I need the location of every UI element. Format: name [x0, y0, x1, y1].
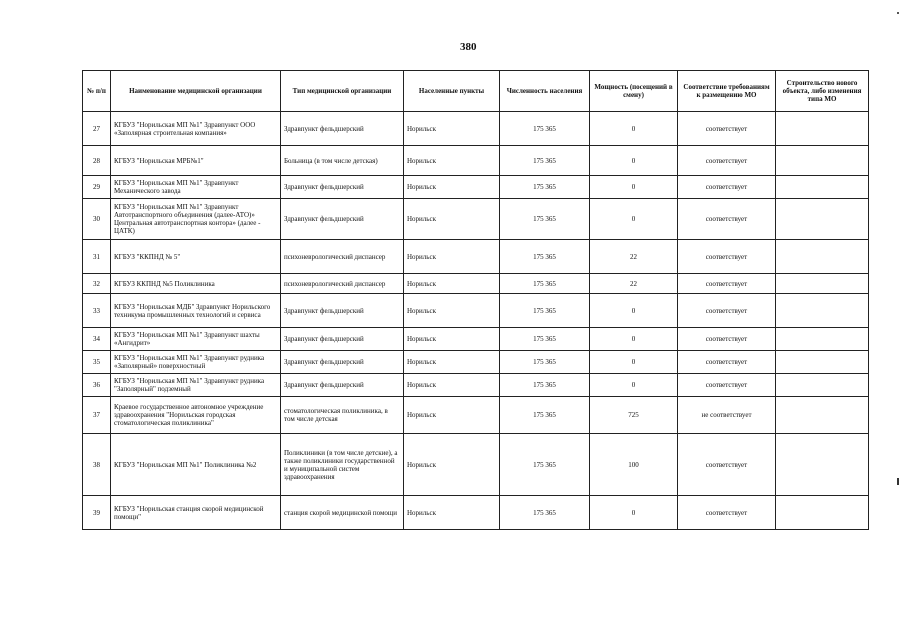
compliance-cell: соответствует [678, 274, 776, 294]
construction-cell [776, 351, 869, 374]
capacity-cell: 0 [590, 496, 678, 530]
capacity-cell: 22 [590, 240, 678, 274]
capacity-cell: 0 [590, 328, 678, 351]
org-name-cell: КГБУЗ "Норильская МП №1" Здравпункт ООО «Заполярная строительная компания» [111, 112, 281, 146]
org-type-cell: станция скорой медицинской помощи [281, 496, 404, 530]
compliance-cell: не соответствует [678, 397, 776, 434]
row-num-cell: 37 [83, 397, 111, 434]
org-type-cell: психоневрологический диспансер [281, 274, 404, 294]
row-num-cell: 39 [83, 496, 111, 530]
row-num-cell: 32 [83, 274, 111, 294]
table-row [83, 146, 869, 176]
table-row [83, 199, 869, 240]
org-name-cell: КГБУЗ "Норильская станция скорой медицинской помощи" [111, 496, 281, 530]
header-locality: Населенные пункты [404, 71, 500, 112]
org-type-cell: Здравпункт фельдшерский [281, 199, 404, 240]
header-name: Наименование медицинской организации [111, 71, 281, 112]
population-cell: 175 365 [500, 434, 590, 496]
compliance-cell: соответствует [678, 199, 776, 240]
construction-cell [776, 112, 869, 146]
org-type-cell: Здравпункт фельдшерский [281, 176, 404, 199]
capacity-cell: 0 [590, 294, 678, 328]
construction-cell [776, 328, 869, 351]
construction-cell [776, 176, 869, 199]
table-row [83, 294, 869, 328]
org-name-cell: КГБУЗ "Норильская МП №1" Здравпункт шахты «Ангидрит» [111, 328, 281, 351]
header-num: № п/п [83, 71, 111, 112]
population-cell: 175 365 [500, 176, 590, 199]
population-cell: 175 365 [500, 496, 590, 530]
population-cell: 175 365 [500, 328, 590, 351]
org-type-cell: Здравпункт фельдшерский [281, 351, 404, 374]
capacity-cell: 0 [590, 374, 678, 397]
org-type-cell: Больница (в том числе детская) [281, 146, 404, 176]
table-row [83, 328, 869, 351]
locality-cell: Норильск [404, 146, 500, 176]
locality-cell: Норильск [404, 496, 500, 530]
capacity-cell: 0 [590, 199, 678, 240]
compliance-cell: соответствует [678, 294, 776, 328]
org-type-cell: Здравпункт фельдшерский [281, 374, 404, 397]
capacity-cell: 0 [590, 146, 678, 176]
locality-cell: Норильск [404, 434, 500, 496]
construction-cell [776, 240, 869, 274]
construction-cell [776, 294, 869, 328]
capacity-cell: 725 [590, 397, 678, 434]
population-cell: 175 365 [500, 351, 590, 374]
table-row [83, 240, 869, 274]
locality-cell: Норильск [404, 274, 500, 294]
table-row [83, 434, 869, 496]
compliance-cell: соответствует [678, 496, 776, 530]
org-name-cell: КГБУЗ "Норильская МРБ№1" [111, 146, 281, 176]
row-num-cell: 27 [83, 112, 111, 146]
population-cell: 175 365 [500, 240, 590, 274]
scan-artifact [897, 478, 899, 485]
table-row [83, 496, 869, 530]
table-row [83, 351, 869, 374]
locality-cell: Норильск [404, 294, 500, 328]
capacity-cell: 0 [590, 176, 678, 199]
org-type-cell: Здравпункт фельдшерский [281, 112, 404, 146]
table-row [83, 397, 869, 434]
construction-cell [776, 274, 869, 294]
medical-organizations-table [82, 70, 869, 530]
table-row [83, 176, 869, 199]
org-type-cell: Поликлиники (в том числе детские), а также поликлиники государственной и муниципальной систем здравоохранения [281, 434, 404, 496]
org-type-cell: Здравпункт фельдшерский [281, 294, 404, 328]
header-population: Численность населения [500, 71, 590, 112]
table-row [83, 112, 869, 146]
table-row [83, 274, 869, 294]
locality-cell: Норильск [404, 112, 500, 146]
capacity-cell: 0 [590, 351, 678, 374]
compliance-cell: соответствует [678, 240, 776, 274]
table-header-row [83, 71, 869, 112]
compliance-cell: соответствует [678, 146, 776, 176]
scan-artifact-dot [897, 12, 899, 14]
org-type-cell: психоневрологический диспансер [281, 240, 404, 274]
header-compliance: Соответствие требованиям к размещению МО [678, 71, 776, 112]
population-cell: 175 365 [500, 374, 590, 397]
locality-cell: Норильск [404, 199, 500, 240]
compliance-cell: соответствует [678, 176, 776, 199]
locality-cell: Норильск [404, 351, 500, 374]
population-cell: 175 365 [500, 112, 590, 146]
population-cell: 175 365 [500, 294, 590, 328]
locality-cell: Норильск [404, 374, 500, 397]
org-name-cell: КГБУЗ "Норильская МП №1" Здравпункт Механического завода [111, 176, 281, 199]
row-num-cell: 31 [83, 240, 111, 274]
org-name-cell: КГБУЗ "Норильская МП №1" Здравпункт рудника "Заполярный" подземный [111, 374, 281, 397]
locality-cell: Норильск [404, 328, 500, 351]
row-num-cell: 36 [83, 374, 111, 397]
population-cell: 175 365 [500, 146, 590, 176]
org-name-cell: КГБУЗ "Норильская МДБ" Здравпункт Норильского техникума промышленных технологий и сервиса [111, 294, 281, 328]
org-type-cell: Здравпункт фельдшерский [281, 328, 404, 351]
org-name-cell: КГБУЗ ККПНД №5 Поликлиника [111, 274, 281, 294]
compliance-cell: соответствует [678, 112, 776, 146]
population-cell: 175 365 [500, 274, 590, 294]
capacity-cell: 0 [590, 112, 678, 146]
capacity-cell: 22 [590, 274, 678, 294]
construction-cell [776, 397, 869, 434]
population-cell: 175 365 [500, 199, 590, 240]
org-name-cell: КГБУЗ "ККПНД № 5" [111, 240, 281, 274]
org-name-cell: КГБУЗ "Норильская МП №1" Здравпункт рудника «Заполярный» поверхностный [111, 351, 281, 374]
locality-cell: Норильск [404, 397, 500, 434]
population-cell: 175 365 [500, 397, 590, 434]
construction-cell [776, 199, 869, 240]
row-num-cell: 28 [83, 146, 111, 176]
compliance-cell: соответствует [678, 374, 776, 397]
org-name-cell: Краевое государственное автономное учреждение здравоохранения "Норильская городская стоматологическая поликлиника" [111, 397, 281, 434]
construction-cell [776, 434, 869, 496]
org-type-cell: стоматологическая поликлиника, в том числе детская [281, 397, 404, 434]
row-num-cell: 34 [83, 328, 111, 351]
row-num-cell: 38 [83, 434, 111, 496]
locality-cell: Норильск [404, 240, 500, 274]
locality-cell: Норильск [404, 176, 500, 199]
capacity-cell: 100 [590, 434, 678, 496]
header-type: Тип медицинской организации [281, 71, 404, 112]
compliance-cell: соответствует [678, 328, 776, 351]
compliance-cell: соответствует [678, 434, 776, 496]
compliance-cell: соответствует [678, 351, 776, 374]
org-name-cell: КГБУЗ "Норильская МП №1" Поликлиника №2 [111, 434, 281, 496]
header-capacity: Мощность (посещений в смену) [590, 71, 678, 112]
row-num-cell: 30 [83, 199, 111, 240]
page-number: 380 [460, 41, 477, 53]
construction-cell [776, 374, 869, 397]
org-name-cell: КГБУЗ "Норильская МП №1" Здравпункт Автотранспортного объединения (далее-АТО)» Центральная автотранспортная контора» (далее - ЦАТК) [111, 199, 281, 240]
construction-cell [776, 496, 869, 530]
row-num-cell: 33 [83, 294, 111, 328]
header-construction: Строительство нового объекта, либо изменения типа МО [776, 71, 869, 112]
table-row [83, 374, 869, 397]
row-num-cell: 29 [83, 176, 111, 199]
row-num-cell: 35 [83, 351, 111, 374]
construction-cell [776, 146, 869, 176]
